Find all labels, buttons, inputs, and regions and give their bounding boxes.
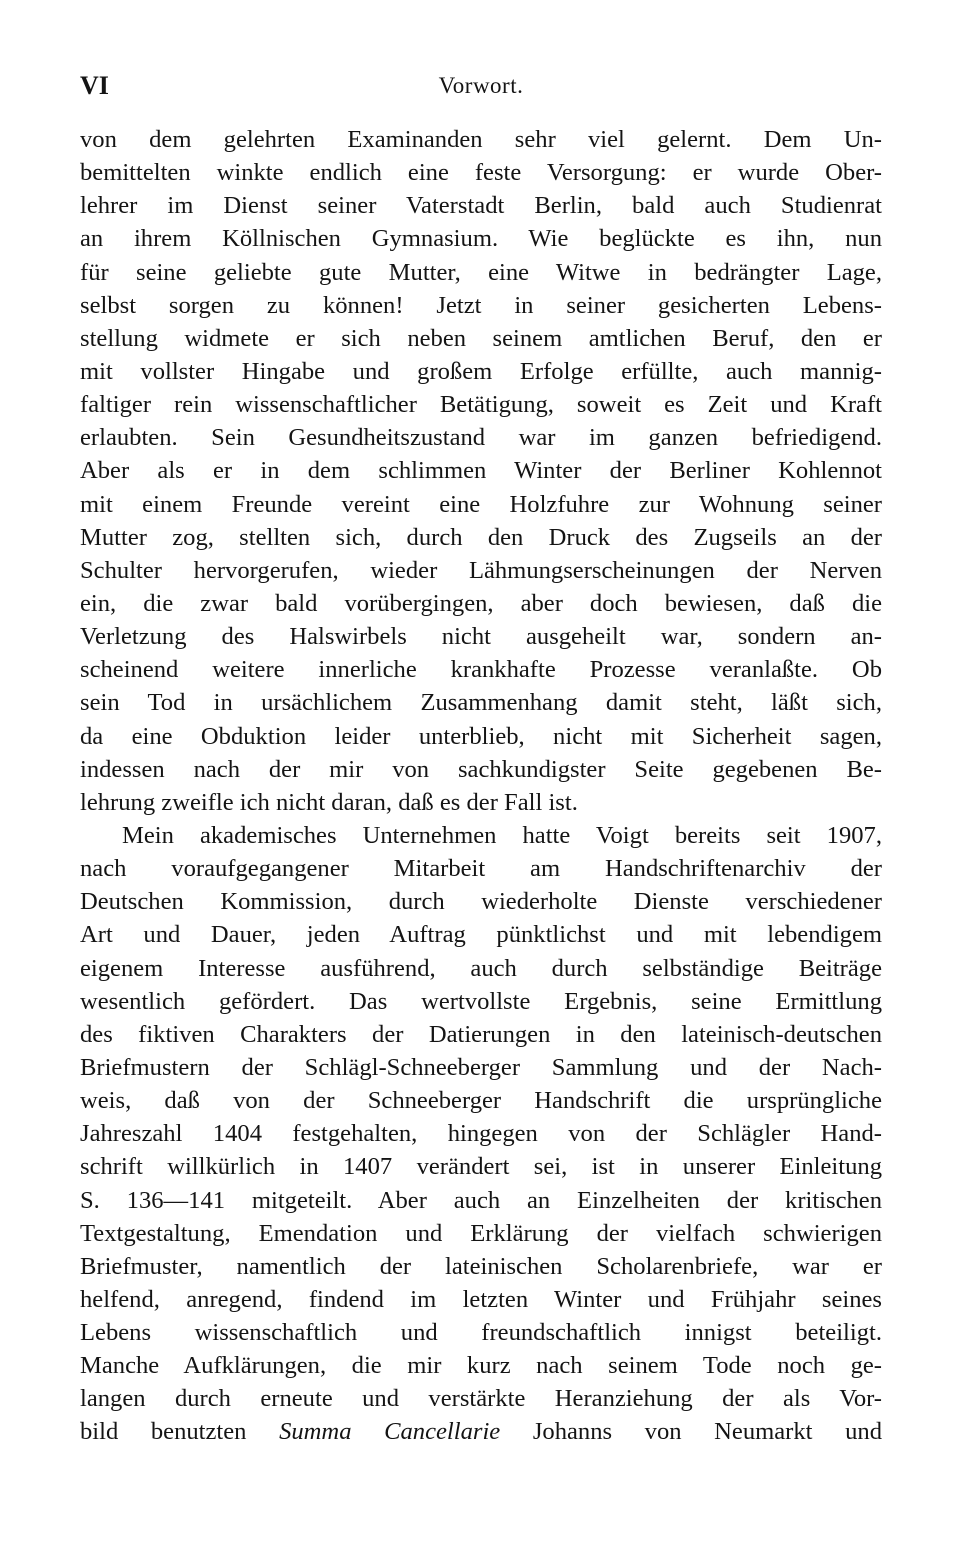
text-line: mit einem Freunde vereint eine Holzfuhre zur Wohnung seiner <box>80 490 882 518</box>
text-line: wesentlich gefördert. Das wertvollste Ergebnis, seine Ermittlung <box>80 987 882 1015</box>
text-line: lehrung zweifle ich nicht daran, daß es der Fall ist. <box>80 788 578 816</box>
text-line: eigenem Interesse ausführend, auch durch selbständige Beiträge <box>80 954 882 982</box>
text-line: Lebens wissenschaftlich und freundschaftlich innigst beteiligt. <box>80 1319 882 1347</box>
text-line: sein Tod in ursächlichem Zusammenhang damit steht, läßt sich, <box>80 689 882 717</box>
text-line: Jahreszahl 1404 festgehalten, hingegen von der Schlägler Hand- <box>80 1120 882 1148</box>
text-line: selbst sorgen zu können! Jetzt in seiner gesicherten Lebens- <box>80 291 882 319</box>
text-line: stellung widmete er sich neben seinem amtlichen Beruf, den er <box>80 324 882 352</box>
text-line: mit vollster Hingabe und großem Erfolge erfüllte, auch mannig- <box>80 357 882 385</box>
text-line: schrift willkürlich in 1407 verändert sei, ist in unserer Einleitung <box>80 1153 882 1181</box>
text-fragment: bild benutzten <box>80 1418 280 1446</box>
page-header <box>80 68 882 104</box>
text-line: erlaubten. Sein Gesundheitszustand war im ganzen befriedigend. <box>80 424 882 452</box>
page-number: VI <box>80 71 109 100</box>
text-line: bemittelten winkte endlich eine feste Versorgung: er wurde Ober- <box>80 159 882 187</box>
text-line: Verletzung des Halswirbels nicht ausgeheilt war, sondern an- <box>80 623 882 651</box>
text-fragment: Johanns von Neumarkt und <box>500 1418 882 1446</box>
text-line-final <box>80 1415 882 1448</box>
text-line: ein, die zwar bald vorübergingen, aber doch bewiesen, daß die <box>80 589 882 617</box>
text-line: nach voraufgegangener Mitarbeit am Handschriftenarchiv der <box>80 855 882 883</box>
running-title: Vorwort. <box>438 73 524 98</box>
text-line: Briefmustern der Schlägl-Schneeberger Sammlung und der Nach- <box>80 1053 882 1081</box>
emphasized-title: Summa Cancellarie <box>279 1418 501 1446</box>
text-line: S. 136—141 mitgeteilt. Aber auch an Einzelheiten der kritischen <box>80 1186 882 1214</box>
text-line: scheinend weitere innerliche krankhafte Prozesse veranlaßte. Ob <box>80 656 882 684</box>
text-line: indessen nach der mir von sachkundigster Seite gegebenen Be- <box>80 755 882 783</box>
text-line: Manche Aufklärungen, die mir kurz nach seinem Tode noch ge- <box>80 1352 882 1380</box>
text-line: Aber als er in dem schlimmen Winter der Berliner Kohlennot <box>80 457 882 485</box>
text-line: faltiger rein wissenschaftlicher Betätigung, soweit es Zeit und Kraft <box>80 391 882 419</box>
text-line: für seine geliebte gute Mutter, eine Witwe in bedrängter Lage, <box>80 258 882 286</box>
text-line: Art und Dauer, jeden Auftrag pünktlichst und mit lebendigem <box>80 921 882 949</box>
text-line: lehrer im Dienst seiner Vaterstadt Berlin, bald auch Studienrat <box>80 192 882 220</box>
text-line: weis, daß von der Schneeberger Handschrift die ursprüngliche <box>80 1087 882 1115</box>
text-line: langen durch erneute und verstärkte Heranziehung der als Vor- <box>80 1385 882 1413</box>
paragraph-1 <box>80 123 882 819</box>
text-line: Mutter zog, stellten sich, durch den Druck des Zugseils an der <box>80 523 882 551</box>
text-line: von dem gelehrten Examinanden sehr viel gelernt. Dem Un- <box>80 126 882 153</box>
body-text <box>80 123 882 1449</box>
text-line: an ihrem Köllnischen Gymnasium. Wie beglückte es ihn, nun <box>80 225 882 253</box>
text-line: helfend, anregend, findend im letzten Winter und Frühjahr seines <box>80 1285 882 1313</box>
text-line: Schulter hervorgerufen, wieder Lähmungserscheinungen der Nerven <box>80 556 882 584</box>
text-line: des fiktiven Charakters der Datierungen in den lateinisch-deutschen <box>80 1020 882 1048</box>
text-line: Textgestaltung, Emendation und Erklärung der vielfach schwierigen <box>80 1219 882 1247</box>
paragraph-2 <box>80 819 882 1449</box>
text-line: Briefmuster, namentlich der lateinischen Scholarenbriefe, war er <box>80 1252 882 1280</box>
text-line: Mein akademisches Unternehmen hatte Voigt bereits seit 1907, <box>122 821 882 849</box>
text-line: da eine Obduktion leider unterblieb, nicht mit Sicherheit sagen, <box>80 722 882 750</box>
text-line: Deutschen Kommission, durch wiederholte Dienste verschiedener <box>80 888 882 916</box>
